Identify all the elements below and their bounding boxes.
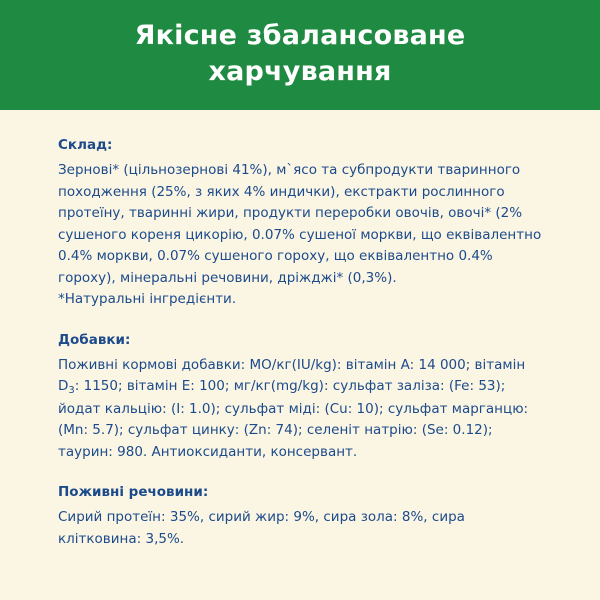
section-additives-body bbox=[58, 355, 542, 464]
section-nutrients-title: Поживні речовини: bbox=[58, 484, 209, 500]
section-composition bbox=[58, 136, 542, 311]
page-title: Якісне збалансоване харчування bbox=[134, 20, 466, 87]
section-nutrients bbox=[58, 483, 542, 550]
section-additives-title: Добавки: bbox=[58, 331, 131, 348]
header-banner bbox=[0, 0, 600, 110]
section-composition-body: Зернові* (цільнозернові 41%), м`ясо та субпродукти тваринного походження (25%, з яких 4% индички), екстракти рослинного протеїну, тваринні жири, продукти переробки овочів, овочі* (2% сушеного кореня цикорію, 0.07% сушеної моркви, що еквівалентно 0.4% моркви, 0.07% сушеного гороху, що еквівалентно 0.4% гороху), мінеральні речовини, дріжджі* (0,3%). bbox=[58, 162, 542, 286]
additives-text-part1: Поживні кормові добавки: МО/кг(IU/kg): вітамін A: 14 000; вітамін D bbox=[58, 356, 526, 394]
section-nutrients-body: Сирий протеїн: 35%, сирий жир: 9%, сира зола: 8%, сира клітковина: 3,5%. bbox=[58, 509, 465, 547]
section-composition-title: Склад: bbox=[58, 137, 113, 153]
vitamin-d-subscript: 3 bbox=[68, 385, 75, 396]
section-additives bbox=[58, 331, 542, 464]
content-area bbox=[0, 110, 600, 560]
additives-text-part2: : 1150; вітамін E: 100; мг/кг(mg/kg): сульфат заліза: (Fe: 53); йодат кальцію: (I: 1.0); сульфат міді: (Cu: 10); сульфат марганцю: (Mn: 5.7); сульфат цинку: (Zn: 74); селеніт натрію: (Se: 0.12); таурин: 980. Антиоксиданти, консервант. bbox=[58, 378, 529, 460]
section-composition-note: *Натуральні інгредієнти. bbox=[58, 291, 237, 307]
